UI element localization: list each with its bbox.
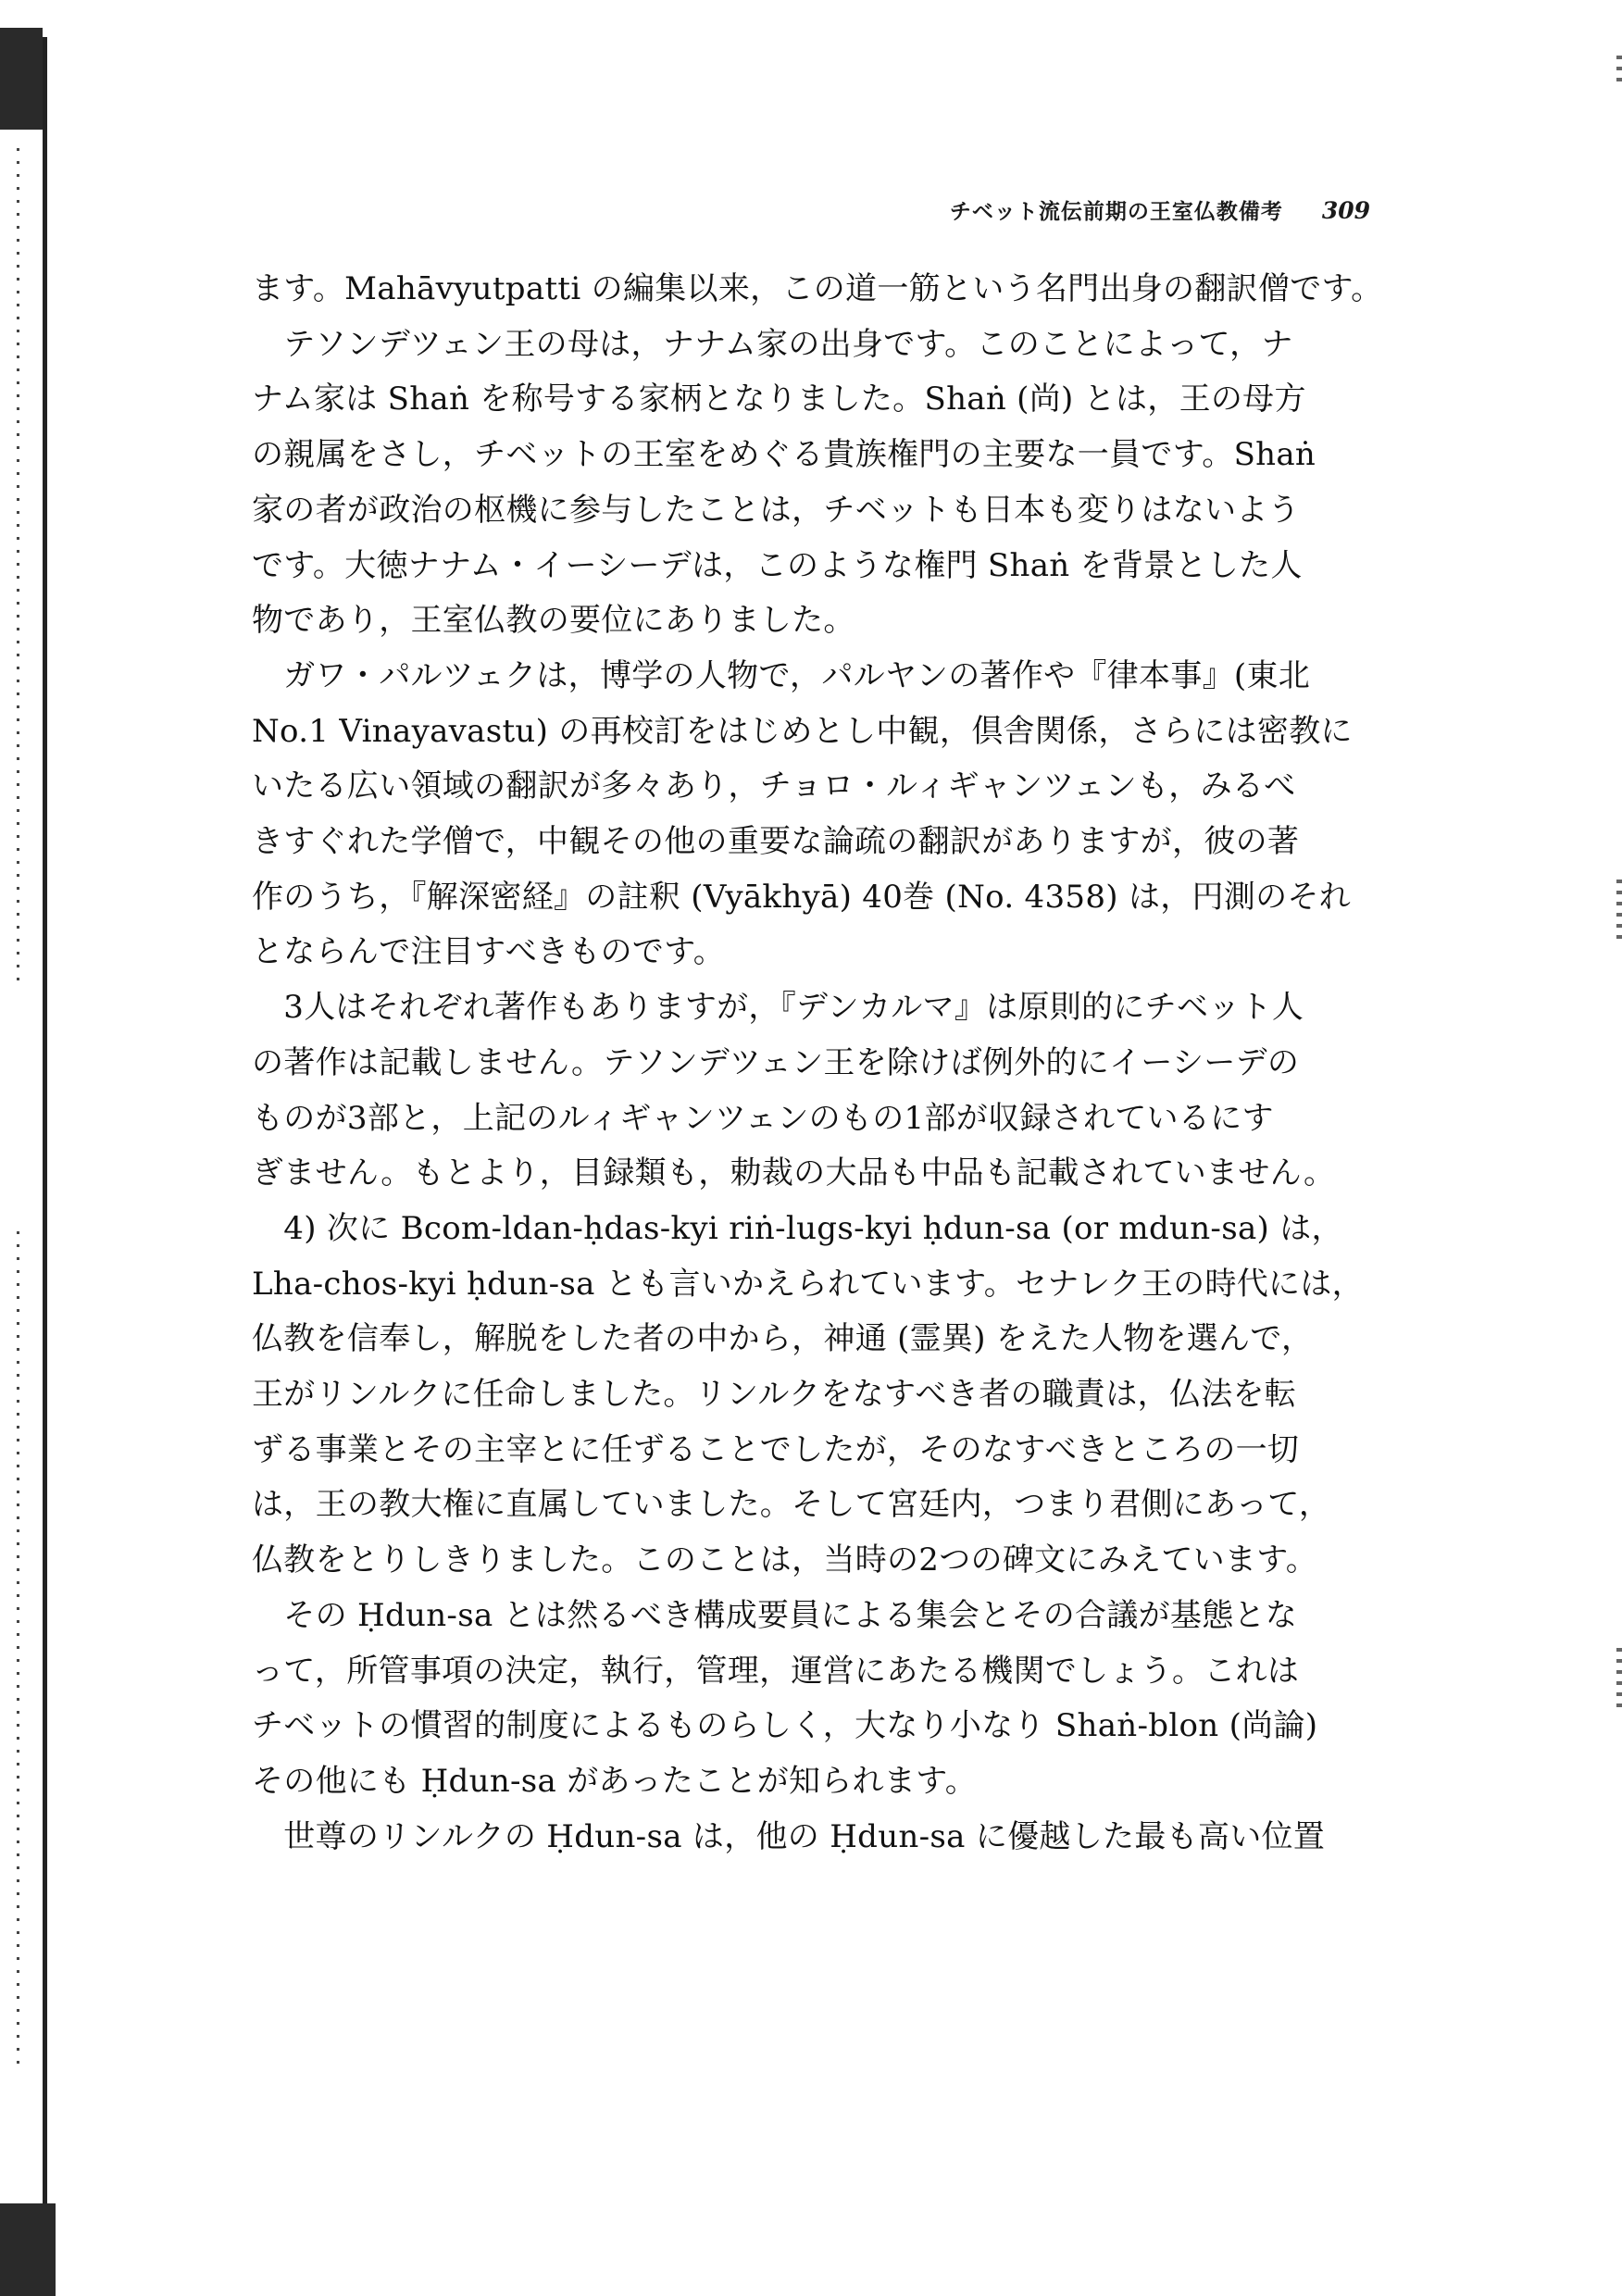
spine-blot-bottom [0, 2203, 56, 2296]
text-line: ぎません。もとより，目録類も，勅裁の大品も中品も記載されていません。 [252, 1154, 1336, 1192]
text-line: チベットの慣習的制度によるものらしく，大なり小なり Shaṅ-blon (尚論) [252, 1707, 1318, 1745]
text-line: 物であり，王室仏教の要位にありました。 [252, 602, 855, 640]
text-line: ます。Mahāvyutpatti の編集以来，この道一筋という名門出身の翻訳僧です。 [252, 270, 1383, 307]
text-line: ずる事業とその主宰とに任ずることでしたが，そのなすべきところの一切 [252, 1430, 1300, 1468]
text-line: の親属をさし，チベットの王室をめぐる貴族権門の主要な一員です。Shaṅ [252, 436, 1316, 474]
text-line: 世尊のリンルクの Ḥdun-sa は，他の Ḥdun-sa に優越した最も高い位置 [252, 1817, 1326, 1855]
text-line: は，王の教大権に直属していました。そして宮廷内，つまり君側にあって， [252, 1486, 1331, 1524]
text-line: 作のうち，『解深密経』の註釈 (Vyākhyā) 40巻 (No. 4358) は，円測のそれ [252, 878, 1352, 916]
right-edge-mark-3 [1616, 1648, 1622, 1713]
text-line: 家の者が政治の枢機に参与したことは，チベットも日本も変りはないよう [252, 491, 1300, 529]
text-line: その他にも Ḥdun-sa があったことが知られます。 [252, 1762, 978, 1800]
text-line: とならんで注目すべきものです。 [252, 933, 726, 971]
text-line: 4) 次に Bcom-ldan-ḥdas-kyi riṅ-lugs-kyi ḥdun-sa (or mdun-sa) は， [252, 1209, 1343, 1247]
running-header [880, 194, 1370, 231]
text-line: ナム家は Shaṅ を称号する家柄となりました。Shaṅ (尚) とは，王の母方 [252, 381, 1306, 418]
text-line: って，所管事項の決定，執行，管理，運営にあたる機関でしょう。これは [252, 1652, 1300, 1690]
text-line: テソンデツェン王の母は，ナナム家の出身です。このことによって，ナ [252, 325, 1293, 363]
right-edge-mark-2 [1616, 880, 1622, 944]
text-line: No.1 Vinayavastu) の再校訂をはじめとし中観，倶舎関係，さらには密教に [252, 712, 1353, 750]
text-line: いたる広い領域の翻訳が多々あり，チョロ・ルィギャンツェンも，みるべ [252, 767, 1296, 805]
text-line: ものが3部と，上記のルィギャンツェンのもの1部が収録されているにす [252, 1099, 1274, 1137]
text-line: ガワ・パルツェクは，博学の人物で，パルヤンの著作や『律本事』(東北 [252, 656, 1311, 694]
text-line: 3人はそれぞれ著作もありますが，『デンカルマ』は原則的にチベット人 [252, 989, 1304, 1027]
text-line: きすぐれた学僧で，中観その他の重要な論疏の翻訳がありますが，彼の著 [252, 823, 1300, 861]
spine-speckle-lower [17, 1231, 19, 2065]
text-line: その Ḥdun-sa とは然るべき構成要員による集会とその合議が基態とな [252, 1596, 1298, 1634]
spine-edge-line [43, 37, 47, 2277]
spine-blot-top [0, 28, 43, 130]
right-edge-mark-1 [1616, 56, 1622, 83]
body-text [252, 262, 1409, 1865]
text-line: の著作は記載しません。テソンデツェン王を除けば例外的にイーシーデの [252, 1043, 1300, 1081]
book-spine-shadow [0, 0, 65, 2296]
text-line: 仏教を信奉し，解脱をした者の中から，神通 (霊異) をえた人物を選んで， [252, 1320, 1314, 1358]
running-title: チベット流伝前期の王室仏教備考 [949, 199, 1283, 224]
text-line: です。大徳ナナム・イーシーデは，このような権門 Shaṅ を背景とした人 [252, 546, 1303, 584]
text-line: Lha-chos-kyi ḥdun-sa とも言いかえられています。セナレク王の時代には， [252, 1265, 1364, 1303]
text-line: 仏教をとりしきりました。このことは，当時の2つの碑文にみえています。 [252, 1541, 1318, 1579]
page-number: 309 [1321, 197, 1370, 224]
text-line: 王がリンルクに任命しました。リンルクをなすべき者の職責は，仏法を転 [252, 1376, 1297, 1414]
spine-speckle-upper [17, 148, 19, 981]
